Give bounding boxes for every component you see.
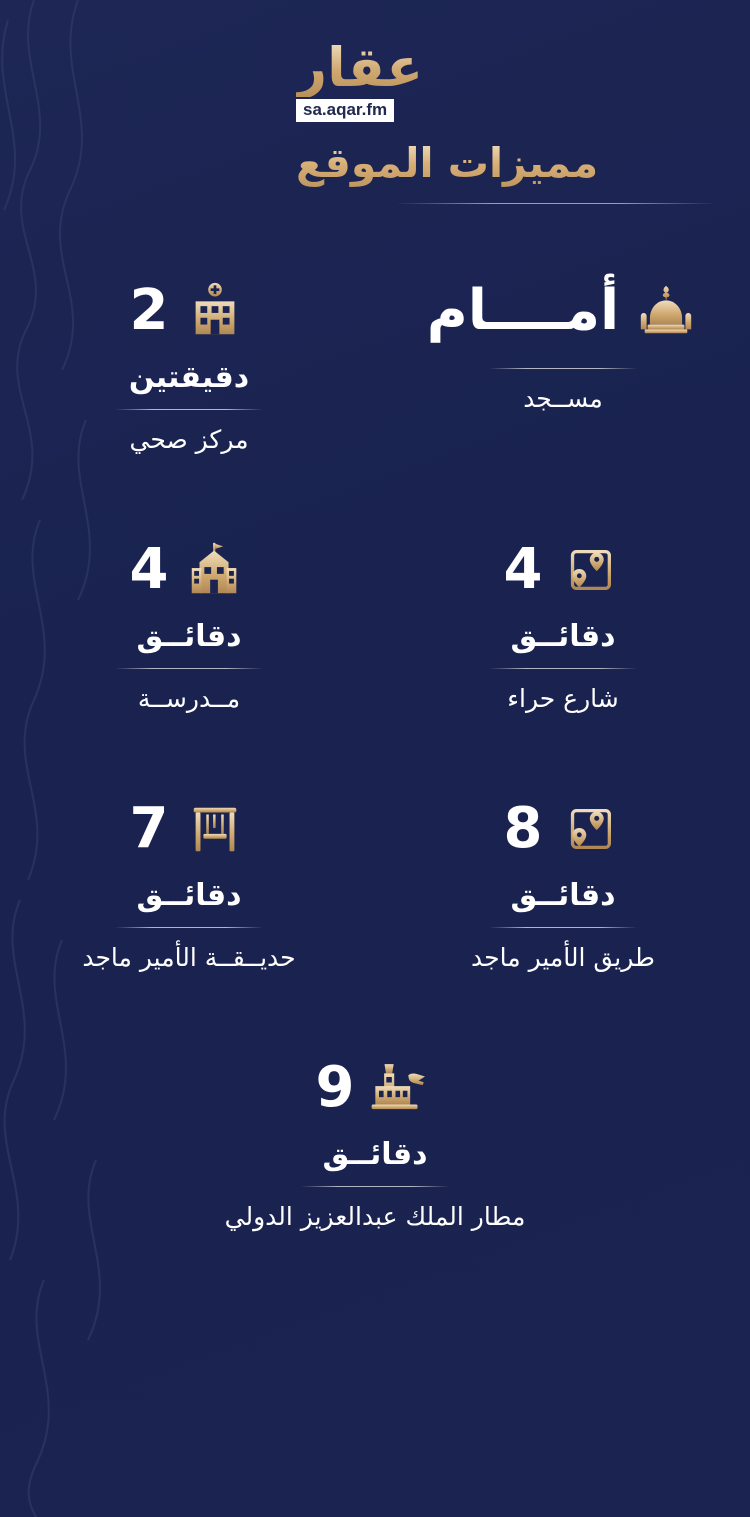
mosque-icon [633,278,699,344]
feature-value: 4 [129,537,169,602]
feature-item [39,268,339,457]
logo-domain: sa.aqar.fm [296,99,394,122]
feature-head [39,527,339,613]
feature-item [413,527,713,716]
features-grid [0,268,750,1304]
feature-label: طريق الأمير ماجد [471,943,655,972]
feature-unit: دقائــق [510,619,616,654]
feature-label: مــدرســة [137,684,241,713]
feature-unit: دقائــق [136,619,242,654]
map-pin-icon [556,537,622,603]
feature-item [0,1045,750,1234]
feature-head [413,786,713,872]
feature-divider [115,927,263,928]
feature-value: 2 [129,278,169,343]
hospital-icon [182,278,248,344]
feature-value: 4 [503,537,543,602]
map-pin-icon [556,796,622,862]
feature-item [39,527,339,716]
playground-icon [182,796,248,862]
airport-icon [368,1055,434,1121]
feature-divider [301,1186,449,1187]
title-divider [396,203,716,204]
feature-label: مســجد [523,384,603,413]
feature-label: حديــقــة الأمير ماجد [82,943,296,972]
feature-divider [115,409,263,410]
feature-value: 8 [503,796,543,861]
feature-divider [115,668,263,669]
feature-head [413,527,713,613]
feature-item [39,786,339,975]
feature-unit: دقائــق [510,878,616,913]
school-icon [182,537,248,603]
logo-text: عقار [296,36,424,99]
feature-head [413,268,713,354]
page-title: مميزات الموقع [296,138,716,189]
feature-unit: دقيقتين [128,360,250,395]
feature-divider [489,927,637,928]
feature-value: 9 [315,1055,355,1120]
feature-head [0,1045,750,1131]
feature-unit: دقائــق [322,1137,428,1172]
brand-logo [296,36,716,122]
feature-label: مركز صحي [129,425,249,454]
feature-value: أمــــام [426,278,620,343]
feature-unit: دقائــق [136,878,242,913]
feature-divider [489,668,637,669]
feature-divider [489,368,637,369]
feature-head [39,786,339,872]
feature-head [39,268,339,354]
feature-value: 7 [129,796,169,861]
feature-item [413,786,713,975]
feature-label: مطار الملك عبدالعزيز الدولي [224,1202,526,1231]
feature-label: شارع حراء [507,684,619,713]
header [296,36,716,204]
feature-item [413,268,713,457]
